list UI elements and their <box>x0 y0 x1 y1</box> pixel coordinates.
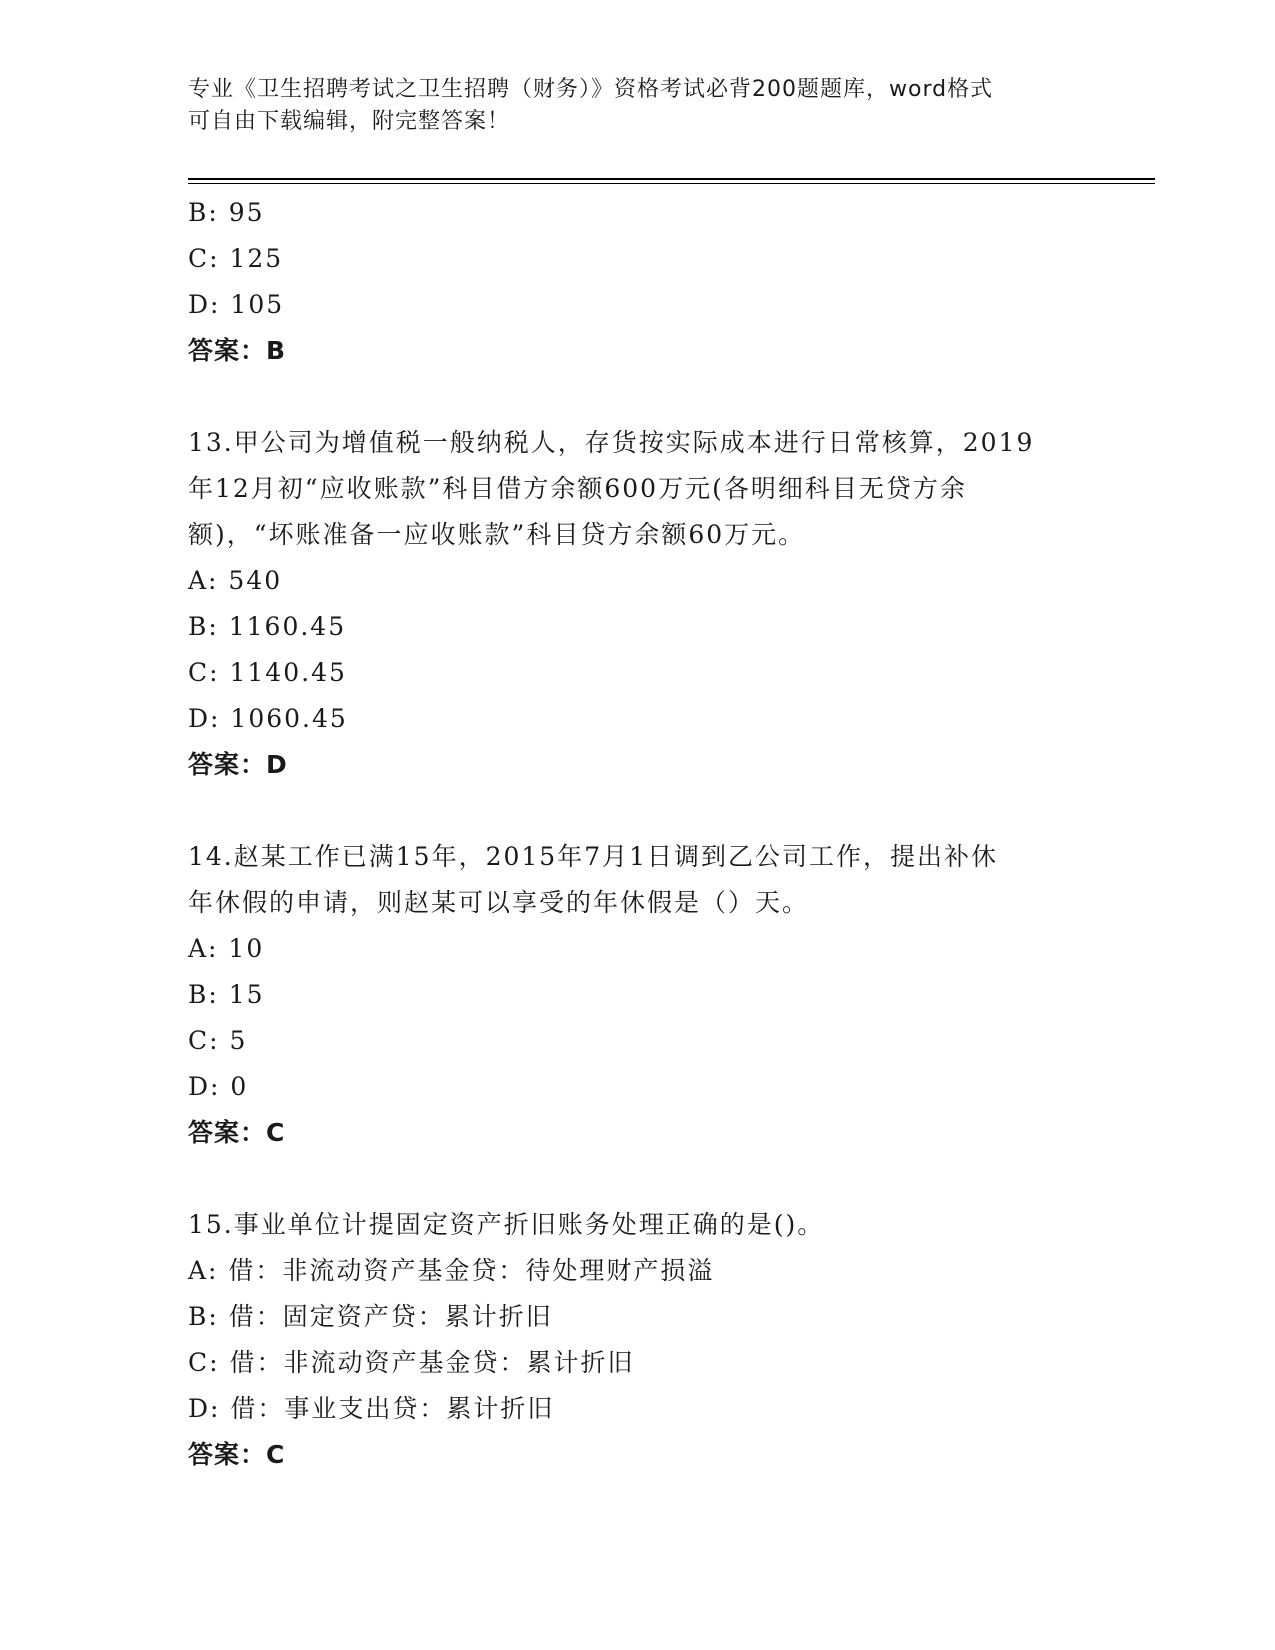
spacer <box>188 374 1088 420</box>
question-12-tail <box>188 190 1088 374</box>
document-body <box>188 190 1088 1478</box>
question-stem: 14.赵某工作已满15年，2015年7月1日调到乙公司工作，提出补休 <box>188 842 999 871</box>
question-stem: 15.事业单位计提固定资产折旧账务处理正确的是()。 <box>188 1210 825 1239</box>
option-d: D: 105 <box>188 290 285 319</box>
spacer <box>188 1156 1088 1202</box>
header-line-1: 专业《卫生招聘考试之卫生招聘（财务）》资格考试必背200题题库，word格式 <box>188 77 994 102</box>
option-c: C: 借：非流动资产基金贷：累计折旧 <box>188 1348 635 1377</box>
option-b: B: 15 <box>188 980 265 1009</box>
answer-line: 答案：D <box>188 750 288 779</box>
question-stem: 13.甲公司为增值税一般纳税人，存货按实际成本进行日常核算，2019 <box>188 428 1035 457</box>
option-d: D: 1060.45 <box>188 704 348 733</box>
option-b: B: 借：固定资产贷：累计折旧 <box>188 1302 553 1331</box>
question-14 <box>188 834 1088 1156</box>
document-header <box>188 74 1068 138</box>
option-b: B: 95 <box>188 198 265 227</box>
option-d: D: 0 <box>188 1072 249 1101</box>
header-divider-thin <box>188 183 1155 184</box>
option-b: B: 1160.45 <box>188 612 347 641</box>
option-d: D: 借：事业支出贷：累计折旧 <box>188 1394 555 1423</box>
option-c: C: 5 <box>188 1026 248 1055</box>
question-stem: 额)，“坏账准备一应收账款”科目贷方余额60万元。 <box>188 520 806 549</box>
answer-line: 答案：C <box>188 1118 286 1147</box>
option-a: A: 540 <box>188 566 283 595</box>
option-c: C: 125 <box>188 244 284 273</box>
answer-line: 答案：B <box>188 336 287 365</box>
question-stem: 年休假的申请，则赵某可以享受的年休假是（）天。 <box>188 888 810 917</box>
option-c: C: 1140.45 <box>188 658 347 687</box>
question-stem: 年12月初“应收账款”科目借方余额600万元(各明细科目无贷方余 <box>188 474 967 503</box>
question-15 <box>188 1202 1088 1478</box>
option-a: A: 借：非流动资产基金贷：待处理财产损溢 <box>188 1256 715 1285</box>
answer-line: 答案：C <box>188 1440 286 1469</box>
spacer <box>188 788 1088 834</box>
header-divider-thick <box>188 178 1155 180</box>
header-line-2: 可自由下载编辑，附完整答案！ <box>188 109 511 134</box>
question-13 <box>188 420 1088 788</box>
option-a: A: 10 <box>188 934 265 963</box>
